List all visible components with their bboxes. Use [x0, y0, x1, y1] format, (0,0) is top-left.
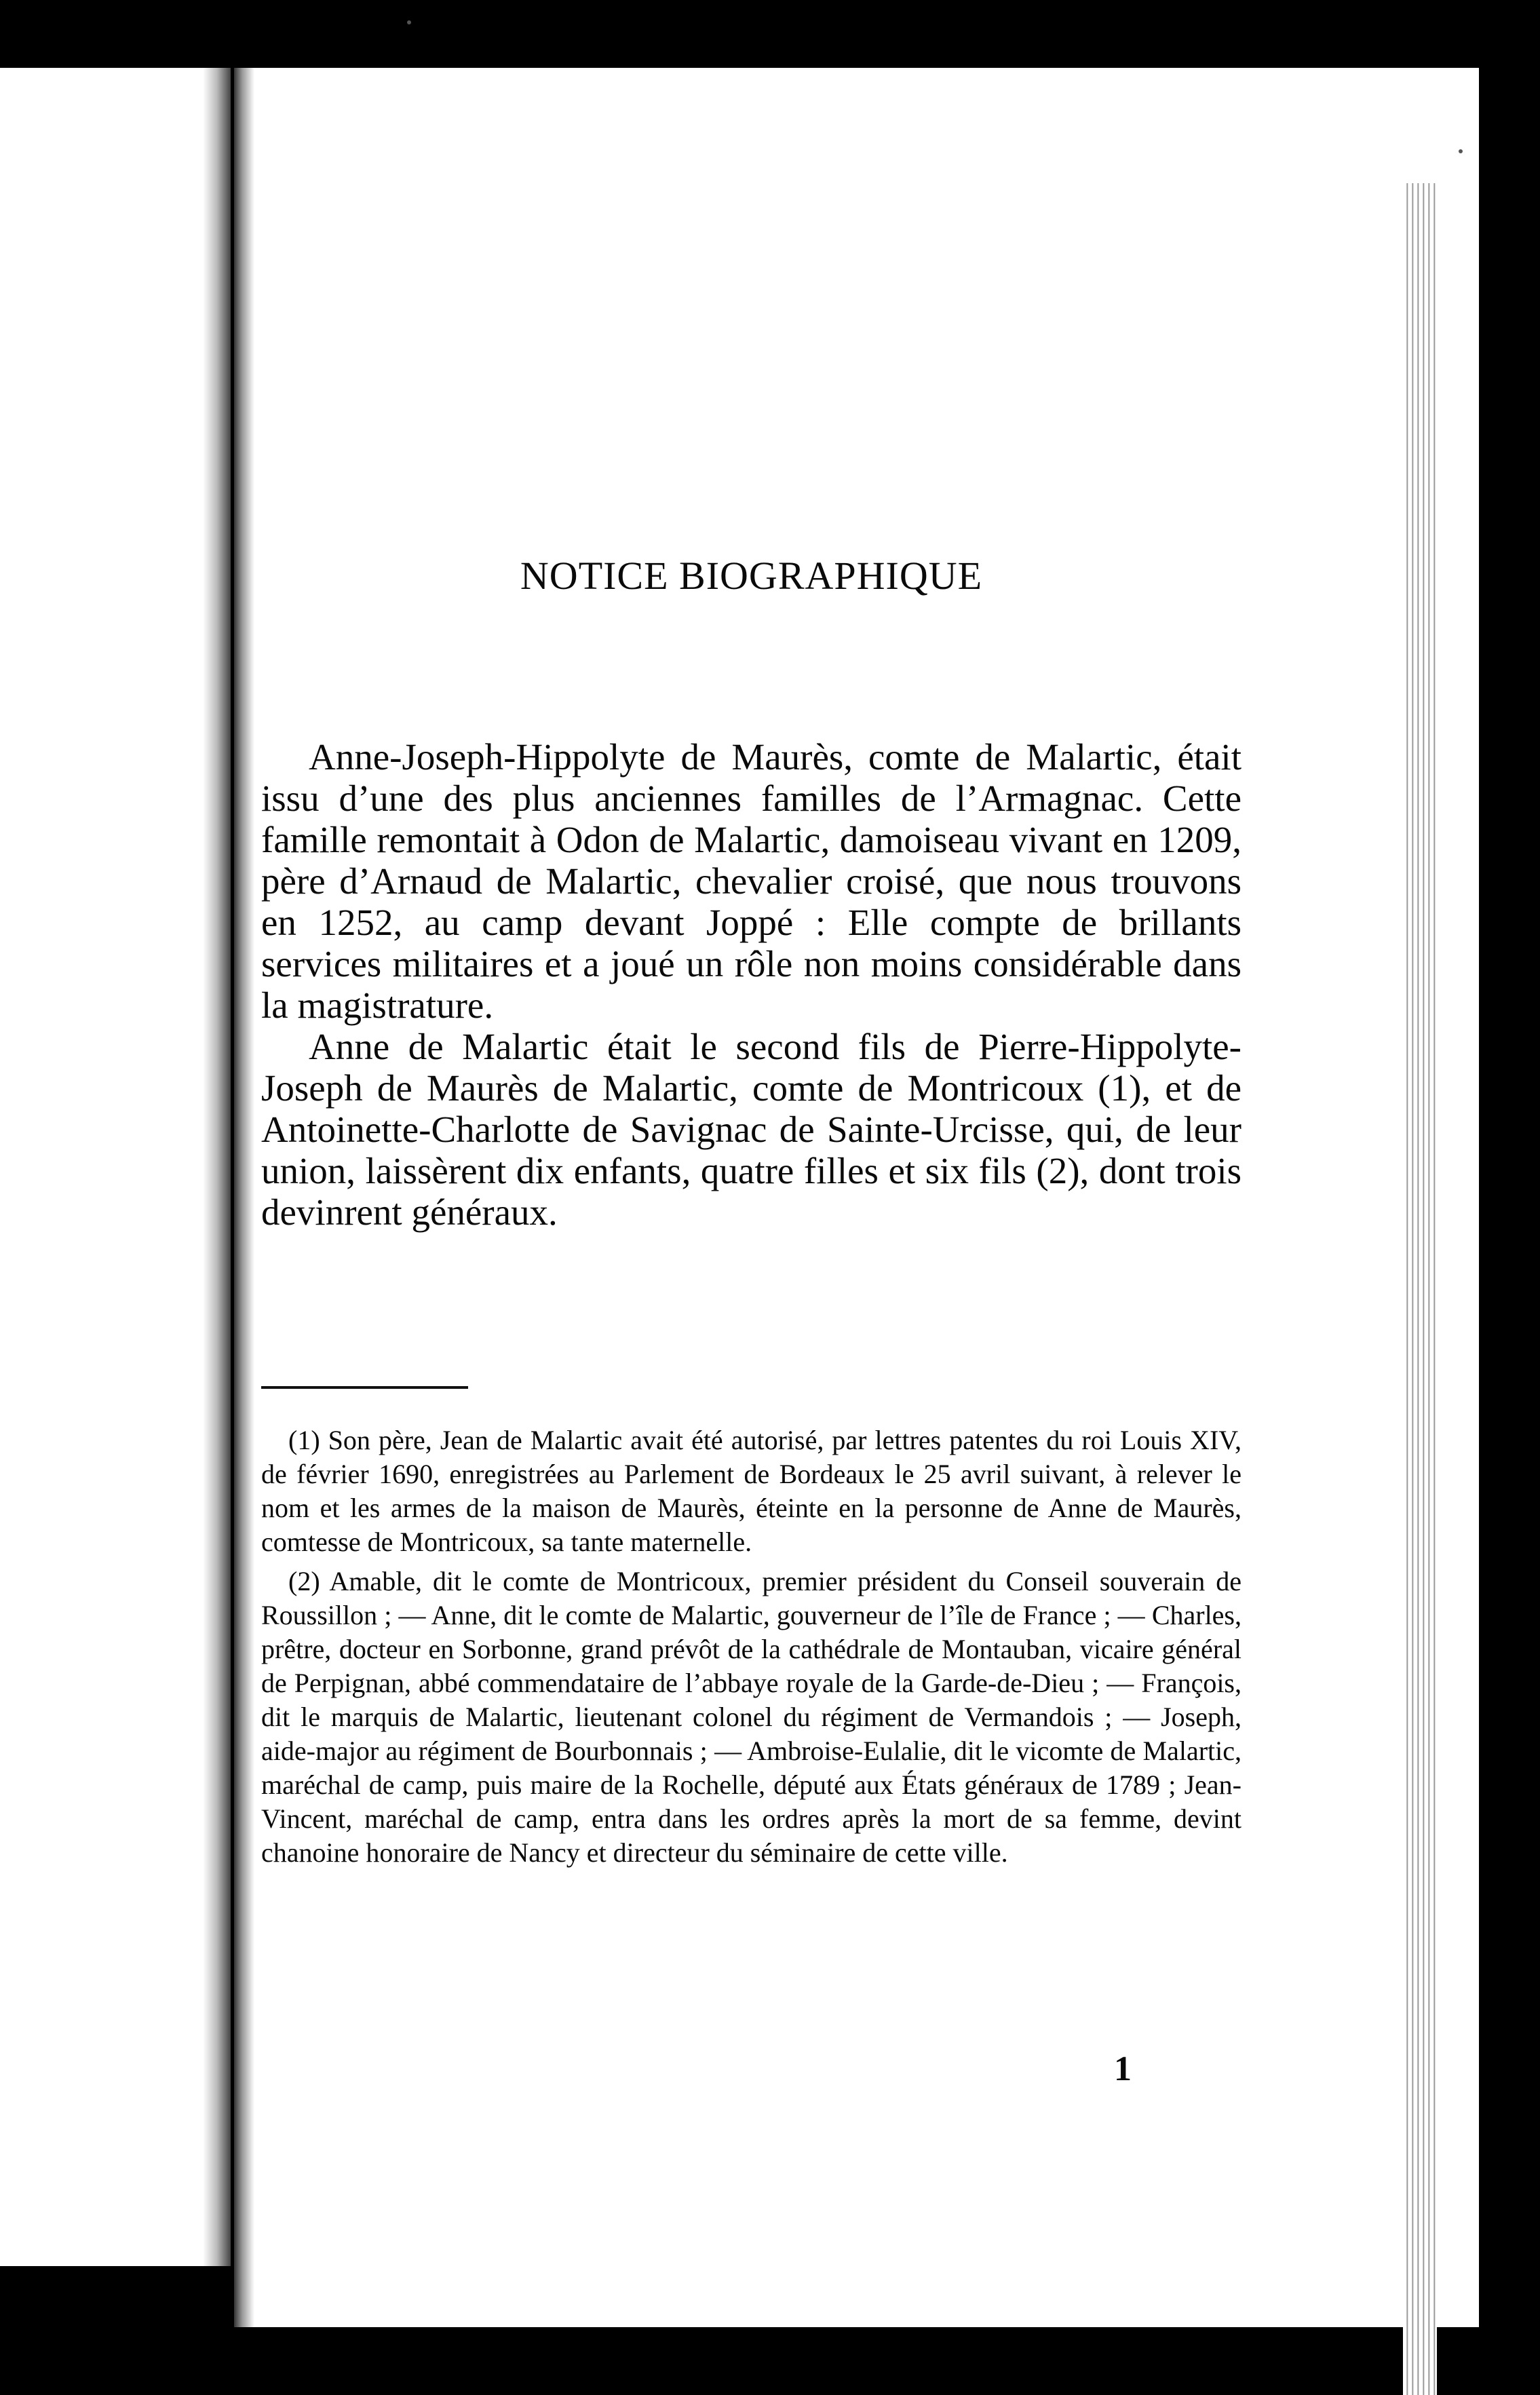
footnote-separator [261, 1386, 468, 1389]
facing-page-edge [0, 68, 231, 2266]
paragraph: Anne-Joseph-Hippolyte de Maurès, comte de Malartic, était issu d’une des plus anciennes familles de l’Armagnac. Cette famille remontait à Odon de Malartic, damoiseau vivant en 1209, père d’Arnaud de Malartic, chevalier croisé, que nous trouvons en 1252, au camp devant Joppé : Elle compte de brillants services militaires et a joué un rôle non moins considérable dans la magistrature. [261, 736, 1241, 1026]
page-stack-edge [1403, 183, 1437, 2395]
footnotes [261, 1423, 1241, 1875]
binding-gutter [234, 68, 254, 2327]
paragraph: Anne de Malartic était le second fils de Pierre-Hippolyte-Joseph de Maurès de Malartic, comte de Montricoux (1), et de Antoinette-Charlotte de Savignac de Sainte-Urcisse, qui, de leur union, laissèrent dix enfants, quatre filles et six fils (2), dont trois devinrent généraux. [261, 1026, 1241, 1233]
footnote: (1) Son père, Jean de Malartic avait été autorisé, par lettres patentes du roi Louis XIV, de février 1690, enregistrées au Parlement de Bordeaux le 25 avril suivant, à relever le nom et les armes de la maison de Maurès, éteinte en la personne de Anne de Maurès, comtesse de Montricoux, sa tante maternelle. [261, 1425, 1241, 1557]
body-text [261, 736, 1241, 1233]
scan-speck [1459, 149, 1463, 153]
footnote: (2) Amable, dit le comte de Montricoux, premier président du Conseil souverain de Roussillon ; — Anne, dit le comte de Malartic, gouverneur de l’île de France ; — Charles, prêtre, docteur en Sorbonne, grand prévôt de la cathédrale de Montauban, vicaire général de Perpignan, abbé commendataire de l’abbaye royale de la Garde-de-Dieu ; — François, dit le marquis de Malartic, lieutenant colonel du régiment de Vermandois ; — Joseph, aide-major au régiment de Bourbonnais ; — Ambroise-Eulalie, dit le vicomte de Malartic, maréchal de camp, puis maire de la Rochelle, député aux États généraux de 1789 ; Jean-Vincent, maréchal de camp, entra dans les ordres après la mort de sa femme, devint chanoine honoraire de Nancy et directeur du séminaire de cette ville. [261, 1566, 1241, 1868]
page-title: NOTICE BIOGRAPHIQUE [520, 554, 983, 598]
scan-speck [407, 20, 411, 24]
page-number: 1 [1114, 2050, 1132, 2088]
